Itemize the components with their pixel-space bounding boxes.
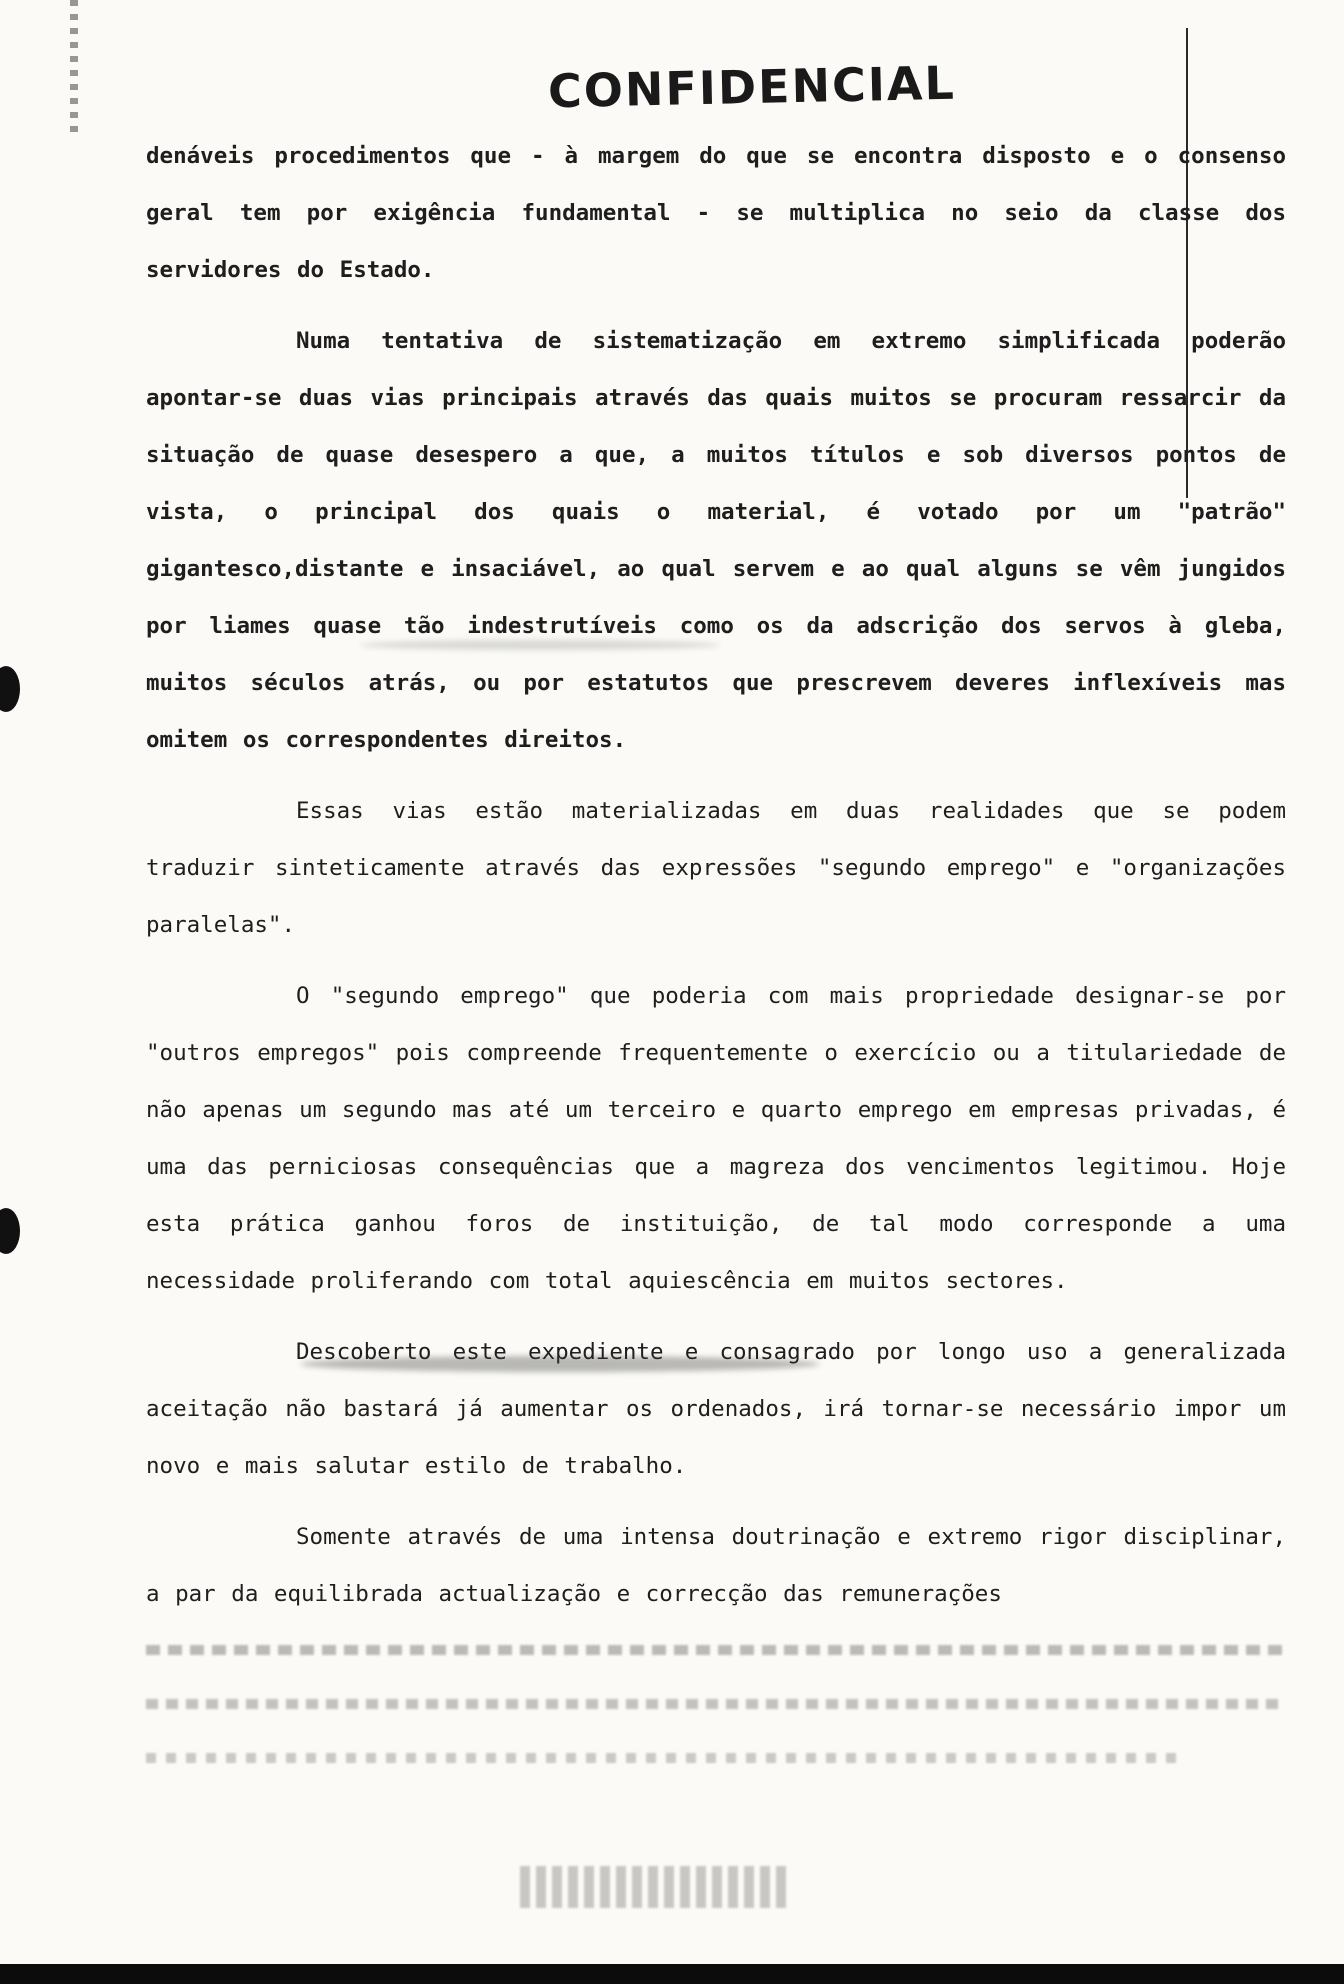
paragraph-4: O "segundo emprego" que poderia com mais propriedade designar-se por "outros empregos" pois compreende frequentemente o exercício ou a titulariedade de não apenas um segundo mas até um terceiro e quarto emprego em empresas privadas, é uma das perniciosas consequências que a magreza dos vencimentos legitimou. Hoje esta prática ganhou foros de instituição, de tal modo corresponde a uma necessidade proliferando com total aquiescência em muitos sectores. — [146, 983, 1286, 1294]
paragraph-3: Essas vias estão materializadas em duas realidades que se podem traduzir sinteticamente através das expressões "segundo emprego" e "organizações paralelas". — [146, 798, 1286, 938]
paragraph-1: denáveis procedimentos que - à margem do que se encontra disposto e o consenso geral tem por exigência fundamental - se multiplica no seio da classe dos servidores do Estado. — [146, 143, 1286, 283]
paragraph-2: Numa tentativa de sistematização em extremo simplificada poderão apontar-se duas vias principais através das quais muitos se procuram ressarcir da situação de quase desespero a que, a muitos títulos e sob diversos pontos de vista, o principal dos quais o material, é votado por um "patrão" gigantesco,distante e insaciável, ao qual servem e ao qual alguns se vêm jungidos por liames quase tão indestrutíveis como os da adscrição dos servos à gleba, muitos séculos atrás, ou por estatutos que prescrevem deveres inflexíveis mas omitem os correspondentes direitos. — [146, 328, 1286, 753]
paragraph-6: Somente através de uma intensa doutrinação e extremo rigor disciplinar, a par da equilibrada actualização e correcção das remunerações — [146, 1524, 1286, 1607]
bottom-scan-edge — [0, 1964, 1344, 1984]
punch-hole-icon — [0, 1208, 20, 1254]
document-body — [146, 128, 1286, 1763]
punch-hole-icon — [0, 666, 20, 712]
paragraph-5: Descoberto este expediente e consagrado por longo uso a generalizada aceitação não bastará já aumentar os ordenados, irá tornar-se necessário impor um novo e mais salutar estilo de trabalho. — [146, 1339, 1286, 1479]
illegible-lines — [146, 1645, 1286, 1763]
ink-smudge — [360, 640, 720, 650]
ink-smudge — [300, 1356, 820, 1372]
left-edge-marks — [70, 0, 78, 140]
illegible-signature — [520, 1866, 790, 1908]
confidential-stamp: CONFIDENCIAL — [547, 55, 957, 119]
